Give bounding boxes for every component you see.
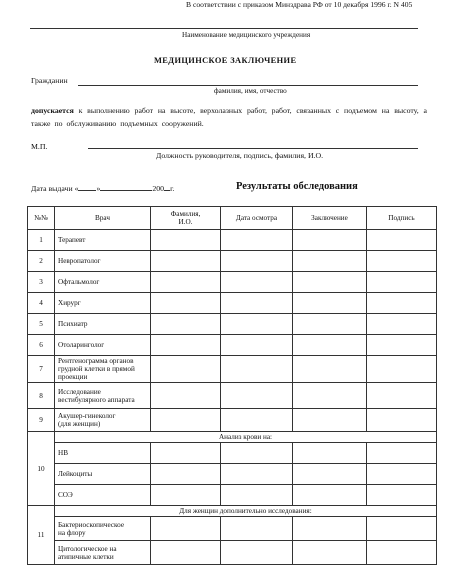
row-number: 8 xyxy=(28,383,55,409)
blood-item: НВ xyxy=(55,443,151,464)
row-number: 10 xyxy=(28,432,55,506)
permission-bold: допускается xyxy=(31,106,74,115)
stamp-label: М.П. xyxy=(31,142,48,151)
date-cell[interactable] xyxy=(221,293,293,314)
issue-day-blank[interactable] xyxy=(78,190,96,191)
name-cell[interactable] xyxy=(151,356,221,383)
women-item-line: Бактериоскопическое xyxy=(58,520,125,529)
permission-paragraph xyxy=(31,104,427,130)
order-reference: В соответствии с приказом Минздрава РФ от 10 декабря 1996 г. N 405 xyxy=(186,0,413,9)
doctor-cell: Офтальмолог xyxy=(55,272,151,293)
signature-cell[interactable] xyxy=(367,443,437,464)
institution-line xyxy=(30,28,418,29)
row-number: 5 xyxy=(28,314,55,335)
women-item xyxy=(55,517,151,541)
table-row xyxy=(28,485,437,506)
conclusion-cell[interactable] xyxy=(293,541,367,565)
date-cell[interactable] xyxy=(221,485,293,506)
conclusion-cell[interactable] xyxy=(293,383,367,409)
conclusion-cell[interactable] xyxy=(293,443,367,464)
date-cell[interactable] xyxy=(221,356,293,383)
table-row xyxy=(28,409,437,432)
doctor-cell xyxy=(55,383,151,409)
name-cell[interactable] xyxy=(151,335,221,356)
stamp-caption: Должность руководителя, подпись, фамилия, И.О. xyxy=(156,151,324,160)
doctor-cell xyxy=(55,409,151,432)
conclusion-cell[interactable] xyxy=(293,251,367,272)
women-tests-title: Для женщин дополнительно исследования: xyxy=(55,506,437,517)
citizen-name-line[interactable] xyxy=(78,85,418,86)
blood-analysis-title: Анализ крови на: xyxy=(55,432,437,443)
row-number: 4 xyxy=(28,293,55,314)
table-row xyxy=(28,541,437,565)
table-row xyxy=(28,383,437,409)
doctor-cell xyxy=(55,356,151,383)
signature-cell[interactable] xyxy=(367,335,437,356)
issue-suffix: 200 xyxy=(152,184,165,193)
header-date: Дата осмотра xyxy=(221,207,293,230)
name-cell[interactable] xyxy=(151,443,221,464)
row-number: 7 xyxy=(28,356,55,383)
conclusion-cell[interactable] xyxy=(293,356,367,383)
issue-month-blank[interactable] xyxy=(100,190,152,191)
doctor-cell-line: вестибулярного аппарата xyxy=(58,395,135,404)
issue-date xyxy=(31,184,174,193)
signature-cell[interactable] xyxy=(367,230,437,251)
women-item-line: на флору xyxy=(58,528,86,537)
header-signature: Подпись xyxy=(367,207,437,230)
date-cell[interactable] xyxy=(221,517,293,541)
signature-line[interactable] xyxy=(88,148,418,149)
signature-cell[interactable] xyxy=(367,464,437,485)
table-row xyxy=(28,251,437,272)
conclusion-cell[interactable] xyxy=(293,517,367,541)
doctor-cell-line: Исследование xyxy=(58,387,101,396)
name-cell[interactable] xyxy=(151,409,221,432)
citizen-label: Гражданин xyxy=(31,76,68,85)
table-row xyxy=(28,335,437,356)
women-item xyxy=(55,541,151,565)
row-number: 11 xyxy=(28,506,55,565)
row-number: 6 xyxy=(28,335,55,356)
row-number: 2 xyxy=(28,251,55,272)
table-row xyxy=(28,272,437,293)
date-cell[interactable] xyxy=(221,464,293,485)
name-cell[interactable] xyxy=(151,517,221,541)
conclusion-cell[interactable] xyxy=(293,272,367,293)
row-number: 9 xyxy=(28,409,55,432)
table-row xyxy=(28,443,437,464)
header-conclusion: Заключение xyxy=(293,207,367,230)
conclusion-cell[interactable] xyxy=(293,293,367,314)
name-cell[interactable] xyxy=(151,251,221,272)
issue-middle: » xyxy=(96,184,101,193)
citizen-caption: фамилия, имя, отчество xyxy=(214,87,287,95)
name-cell[interactable] xyxy=(151,272,221,293)
table-header-row xyxy=(28,207,437,230)
doctor-cell: Невропатолог xyxy=(55,251,151,272)
header-name xyxy=(151,207,221,230)
signature-cell[interactable] xyxy=(367,293,437,314)
table-row xyxy=(28,517,437,541)
conclusion-cell[interactable] xyxy=(293,485,367,506)
permission-text: к выполнению работ на высоте, верхолазных работ, работ, связанных с подъемом на высоту, а также по обслуживанию подъемных сооружений. xyxy=(31,106,427,128)
table-row xyxy=(28,314,437,335)
women-item-line: Цитологическое на xyxy=(58,544,117,553)
women-item-line: атипичные клетки xyxy=(58,552,114,561)
header-doctor: Врач xyxy=(55,207,151,230)
signature-cell[interactable] xyxy=(367,409,437,432)
table-row xyxy=(28,293,437,314)
doctor-cell: Отоларинголог xyxy=(55,335,151,356)
name-cell[interactable] xyxy=(151,485,221,506)
doctor-cell-line: грудной клетки в прямой xyxy=(58,365,135,373)
date-cell[interactable] xyxy=(221,541,293,565)
date-cell[interactable] xyxy=(221,383,293,409)
doctor-cell-line: Рентгенограмма органов xyxy=(58,357,134,365)
name-cell[interactable] xyxy=(151,293,221,314)
conclusion-cell[interactable] xyxy=(293,314,367,335)
doctor-cell: Терапевт xyxy=(55,230,151,251)
date-cell[interactable] xyxy=(221,272,293,293)
name-cell[interactable] xyxy=(151,230,221,251)
conclusion-cell[interactable] xyxy=(293,230,367,251)
doctor-cell: Психиатр xyxy=(55,314,151,335)
row-number: 3 xyxy=(28,272,55,293)
table-row xyxy=(28,356,437,383)
issue-prefix: Дата выдачи « xyxy=(31,184,79,193)
institution-caption: Наименование медицинского учреждения xyxy=(182,31,311,39)
row-number: 1 xyxy=(28,230,55,251)
name-cell[interactable] xyxy=(151,383,221,409)
header-num: №№ xyxy=(28,207,55,230)
name-cell[interactable] xyxy=(151,314,221,335)
results-title: Результаты обследования xyxy=(236,181,358,192)
signature-cell[interactable] xyxy=(367,356,437,383)
date-cell[interactable] xyxy=(221,230,293,251)
blood-item: СОЭ xyxy=(55,485,151,506)
signature-cell[interactable] xyxy=(367,251,437,272)
conclusion-cell[interactable] xyxy=(293,335,367,356)
date-cell[interactable] xyxy=(221,443,293,464)
name-cell[interactable] xyxy=(151,464,221,485)
signature-cell[interactable] xyxy=(367,383,437,409)
doctor-cell: Хирург xyxy=(55,293,151,314)
results-table xyxy=(27,206,437,565)
conclusion-cell[interactable] xyxy=(293,409,367,432)
doctor-cell-line: (для женщин) xyxy=(58,420,101,428)
date-cell[interactable] xyxy=(221,335,293,356)
women-section-header xyxy=(28,506,437,517)
date-cell[interactable] xyxy=(221,409,293,432)
table-row xyxy=(28,230,437,251)
issue-year-suffix: г. xyxy=(170,184,175,193)
blood-section-header xyxy=(28,432,437,443)
signature-cell[interactable] xyxy=(367,272,437,293)
signature-cell[interactable] xyxy=(367,541,437,565)
header-name-line2: И.О. xyxy=(178,218,193,226)
signature-cell[interactable] xyxy=(367,517,437,541)
date-cell[interactable] xyxy=(221,314,293,335)
document-title: МЕДИЦИНСКОЕ ЗАКЛЮЧЕНИЕ xyxy=(154,56,297,65)
signature-cell[interactable] xyxy=(367,314,437,335)
signature-cell[interactable] xyxy=(367,485,437,506)
conclusion-cell[interactable] xyxy=(293,464,367,485)
date-cell[interactable] xyxy=(221,251,293,272)
header-name-line1: Фамилия, xyxy=(170,210,201,218)
doctor-cell-line: Акушер-гинеколог xyxy=(58,412,116,420)
table-row xyxy=(28,464,437,485)
blood-item: Лейкоциты xyxy=(55,464,151,485)
doctor-cell-line: проекции xyxy=(58,373,88,381)
name-cell[interactable] xyxy=(151,541,221,565)
